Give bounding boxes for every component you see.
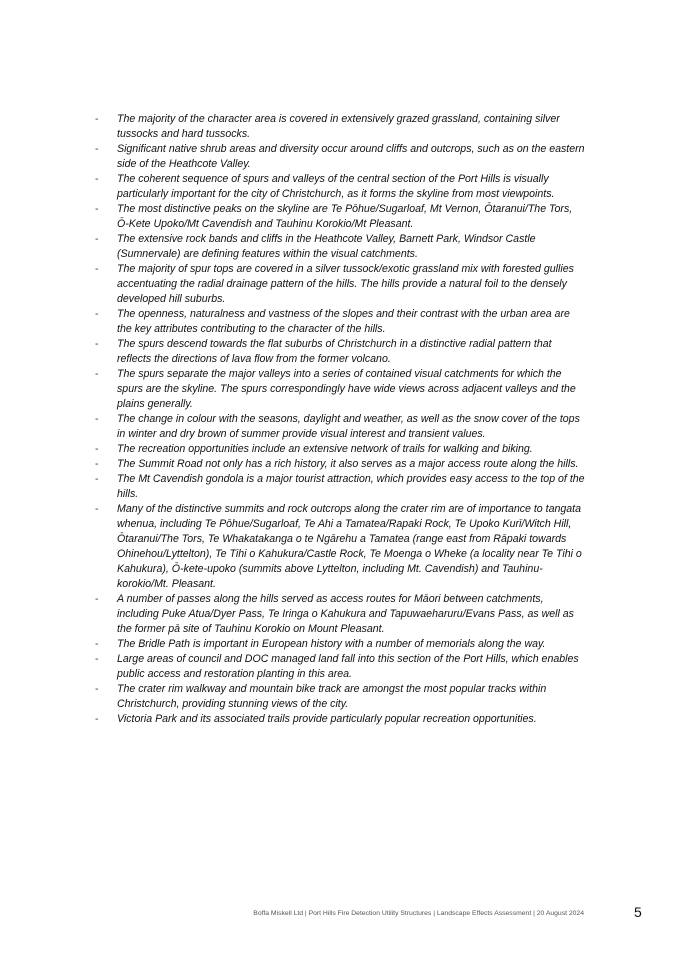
list-item (95, 502, 585, 592)
list-item (95, 712, 585, 727)
list-item (95, 472, 585, 502)
bullet-dash: - (95, 113, 99, 125)
list-item-text: The recreation opportunities include an extensive network of trails for walking and biking. (117, 443, 533, 455)
bullet-dash: - (95, 653, 99, 665)
list-item (95, 307, 585, 337)
bullet-dash: - (95, 308, 99, 320)
list-item-text: A number of passes along the hills served as access routes for Māori between catchments, including Puke Atua/Dyer Pass, Te Iringa o Kahukura and Tapuwaeharuru/Evans Pass, as well as the former pā site of Tauhinu Korokio on Mount Pleasant. (117, 593, 574, 635)
list-item-text: The crater rim walkway and mountain bike track are amongst the most popular tracks within Christchurch, providing stunning views of the city. (117, 683, 547, 710)
bullet-dash: - (95, 368, 99, 380)
bullet-dash: - (95, 638, 99, 650)
list-item (95, 637, 585, 652)
list-item (95, 112, 585, 142)
list-item-text: The coherent sequence of spurs and valleys of the central section of the Port Hills is visually particularly important for the city of Christchurch, as it forms the skyline from most viewpoints. (117, 173, 555, 200)
list-item-text: Many of the distinctive summits and rock outcrops along the crater rim are of importance to tangata whenua, including Te Pōhue/Sugarloaf, Te Ahi a Tamatea/Rapaki Rock, Te Upoko Kurī/Witch Hill, Ōtaranui/The Tors, Te Whakatakanga o te Ngārehu a Tamatea (range east from Rāpaki towards Ohinehou/Lyttelton), Te Tihi o Kahukura/Castle Rock, Te Moenga o Wheke (a locality near Te Tihi o Kahukura), Ō-kete-upoko (summits above Lyttelton, including Mt. Cavendish) and Tauhinu-korokio/Mt. Pleasant. (117, 503, 582, 590)
list-item (95, 682, 585, 712)
bullet-dash: - (95, 713, 99, 725)
bullet-dash: - (95, 143, 99, 155)
bullet-dash: - (95, 263, 99, 275)
list-item-text: The spurs descend towards the flat suburbs of Christchurch in a distinctive radial pattern that reflects the directions of lava flow from the former volcano. (117, 338, 552, 365)
list-item-text: The change in colour with the seasons, daylight and weather, as well as the snow cover of the tops in winter and dry brown of summer provide visual interest and transient values. (117, 413, 580, 440)
list-item-text: The spurs separate the major valleys into a series of contained visual catchments for which the spurs are the skyline. The spurs correspondingly have wide views across adjacent valleys and the plains generally. (117, 368, 576, 410)
list-item-text: The majority of the character area is covered in extensively grazed grassland, containing silver tussocks and hard tussocks. (117, 113, 560, 140)
list-item (95, 442, 585, 457)
bullet-dash: - (95, 683, 99, 695)
bullet-dash: - (95, 173, 99, 185)
character-attributes-list (95, 112, 585, 727)
list-item-text: The extensive rock bands and cliffs in the Heathcote Valley, Barnett Park, Windsor Castle (Sumnervale) are defining features within the visual catchments. (117, 233, 536, 260)
list-item (95, 652, 585, 682)
list-item-text: Victoria Park and its associated trails provide particularly popular recreation opportunities. (117, 713, 537, 725)
page-number: 5 (634, 904, 642, 920)
list-item (95, 592, 585, 637)
bullet-dash: - (95, 203, 99, 215)
bullet-dash: - (95, 413, 99, 425)
list-item (95, 367, 585, 412)
page-footer: Boffa Miskell Ltd | Port Hills Fire Detection Utility Structures | Landscape Effects Assessment | 20 August 2024 (253, 910, 584, 917)
list-item-text: The majority of spur tops are covered in a silver tussock/exotic grassland mix with forested gullies accentuating the radial drainage pattern of the hills. The hills provide a natural foil to the densely developed hill suburbs. (117, 263, 574, 305)
list-item (95, 172, 585, 202)
list-item (95, 142, 585, 172)
bullet-dash: - (95, 458, 99, 470)
bullet-dash: - (95, 593, 99, 605)
list-item-text: The Summit Road not only has a rich history, it also serves as a major access route along the hills. (117, 458, 579, 470)
list-item-text: The Mt Cavendish gondola is a major tourist attraction, which provides easy access to the top of the hills. (117, 473, 585, 500)
list-item-text: The most distinctive peaks on the skyline are Te Pōhue/Sugarloaf, Mt Vernon, Ōtaranui/The Tors, Ō-Kete Upoko/Mt Cavendish and Tauhinu Korokio/Mt Pleasant. (117, 203, 573, 230)
list-item-text: The Bridle Path is important in European history with a number of memorials along the way. (117, 638, 546, 650)
list-item (95, 202, 585, 232)
bullet-dash: - (95, 338, 99, 350)
list-item-text: The openness, naturalness and vastness of the slopes and their contrast with the urban area are the key attributes contributing to the character of the hills. (117, 308, 570, 335)
bullet-dash: - (95, 233, 99, 245)
list-item (95, 412, 585, 442)
list-item (95, 262, 585, 307)
bullet-dash: - (95, 503, 99, 515)
list-item (95, 457, 585, 472)
list-item (95, 232, 585, 262)
bullet-dash: - (95, 473, 99, 485)
list-item-text: Large areas of council and DOC managed land fall into this section of the Port Hills, which enables public access and restoration planting in this area. (117, 653, 579, 680)
bullet-dash: - (95, 443, 99, 455)
list-item-text: Significant native shrub areas and diversity occur around cliffs and outcrops, such as on the eastern side of the Heathcote Valley. (117, 143, 585, 170)
list-item (95, 337, 585, 367)
